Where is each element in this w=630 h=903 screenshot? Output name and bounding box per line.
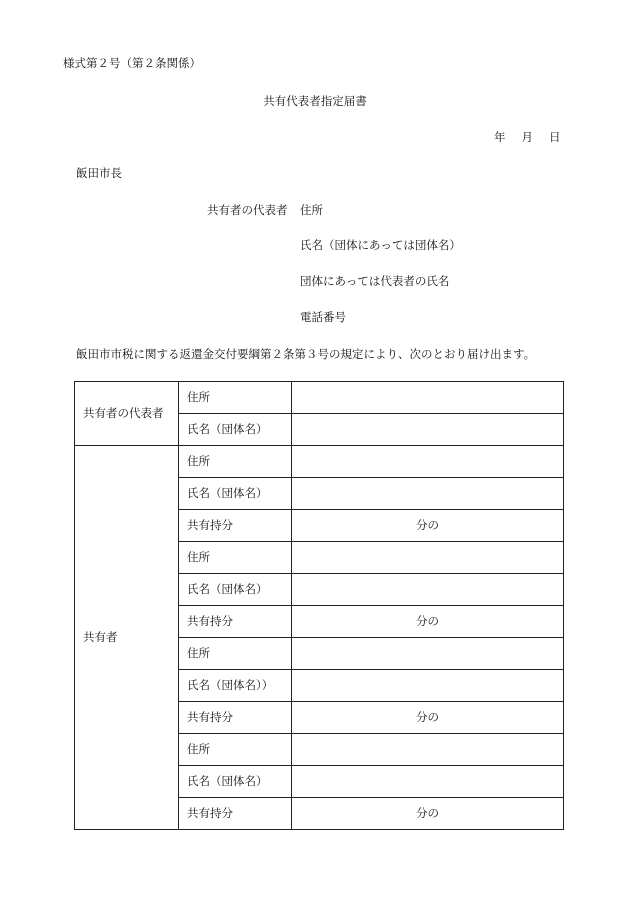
row-label: 住所: [179, 638, 292, 670]
row-label: 共有持分: [179, 798, 292, 830]
row-value-field[interactable]: [292, 734, 564, 766]
table-row: [75, 446, 564, 478]
owners-section-label: 共有者: [75, 446, 179, 830]
row-label: 氏名（団体名））: [179, 670, 292, 702]
row-value-field[interactable]: [292, 574, 564, 606]
date-day-label: 日: [549, 130, 561, 144]
table-row: [75, 382, 564, 414]
representative-group-rep-label: 団体にあっては代表者の氏名: [300, 274, 450, 288]
rep-section-label: 共有者の代表者: [75, 382, 179, 446]
row-label: 住所: [179, 382, 292, 414]
row-value-field[interactable]: 分の: [292, 798, 564, 830]
row-value-field[interactable]: [292, 478, 564, 510]
representative-address-label: 住所: [300, 203, 323, 217]
representative-name-label: 氏名（団体にあっては団体名）: [300, 238, 461, 252]
row-label: 共有持分: [179, 702, 292, 734]
row-value-field[interactable]: [292, 766, 564, 798]
row-label: 住所: [179, 734, 292, 766]
row-value-field[interactable]: [292, 638, 564, 670]
date-year-label: 年: [494, 130, 506, 144]
form-number: 様式第２号（第２条関係）: [63, 56, 201, 70]
representative-caption: 共有者の代表者: [207, 203, 288, 217]
row-label: 共有持分: [179, 606, 292, 638]
row-value-field[interactable]: 分の: [292, 702, 564, 734]
row-value-field[interactable]: [292, 542, 564, 574]
date-line: [494, 132, 561, 144]
representative-phone-label: 電話番号: [300, 310, 346, 324]
row-label: 住所: [179, 542, 292, 574]
row-label: 氏名（団体名）: [179, 574, 292, 606]
row-label: 共有持分: [179, 510, 292, 542]
date-month-label: 月: [521, 130, 533, 144]
row-label: 氏名（団体名）: [179, 766, 292, 798]
co-owner-table: [74, 381, 564, 830]
row-label: 氏名（団体名）: [179, 478, 292, 510]
document-title: 共有代表者指定届書: [263, 94, 367, 108]
row-value-field[interactable]: 分の: [292, 510, 564, 542]
row-value-field[interactable]: [292, 414, 564, 446]
row-value-field[interactable]: [292, 382, 564, 414]
row-label: 氏名（団体名）: [179, 414, 292, 446]
row-value-field[interactable]: [292, 446, 564, 478]
row-value-field[interactable]: [292, 670, 564, 702]
body-text: 飯田市市税に関する返還金交付要綱第２条第３号の規定により、次のとおり届け出ます。: [76, 347, 536, 361]
addressee: 飯田市長: [76, 166, 122, 180]
row-value-field[interactable]: 分の: [292, 606, 564, 638]
row-label: 住所: [179, 446, 292, 478]
